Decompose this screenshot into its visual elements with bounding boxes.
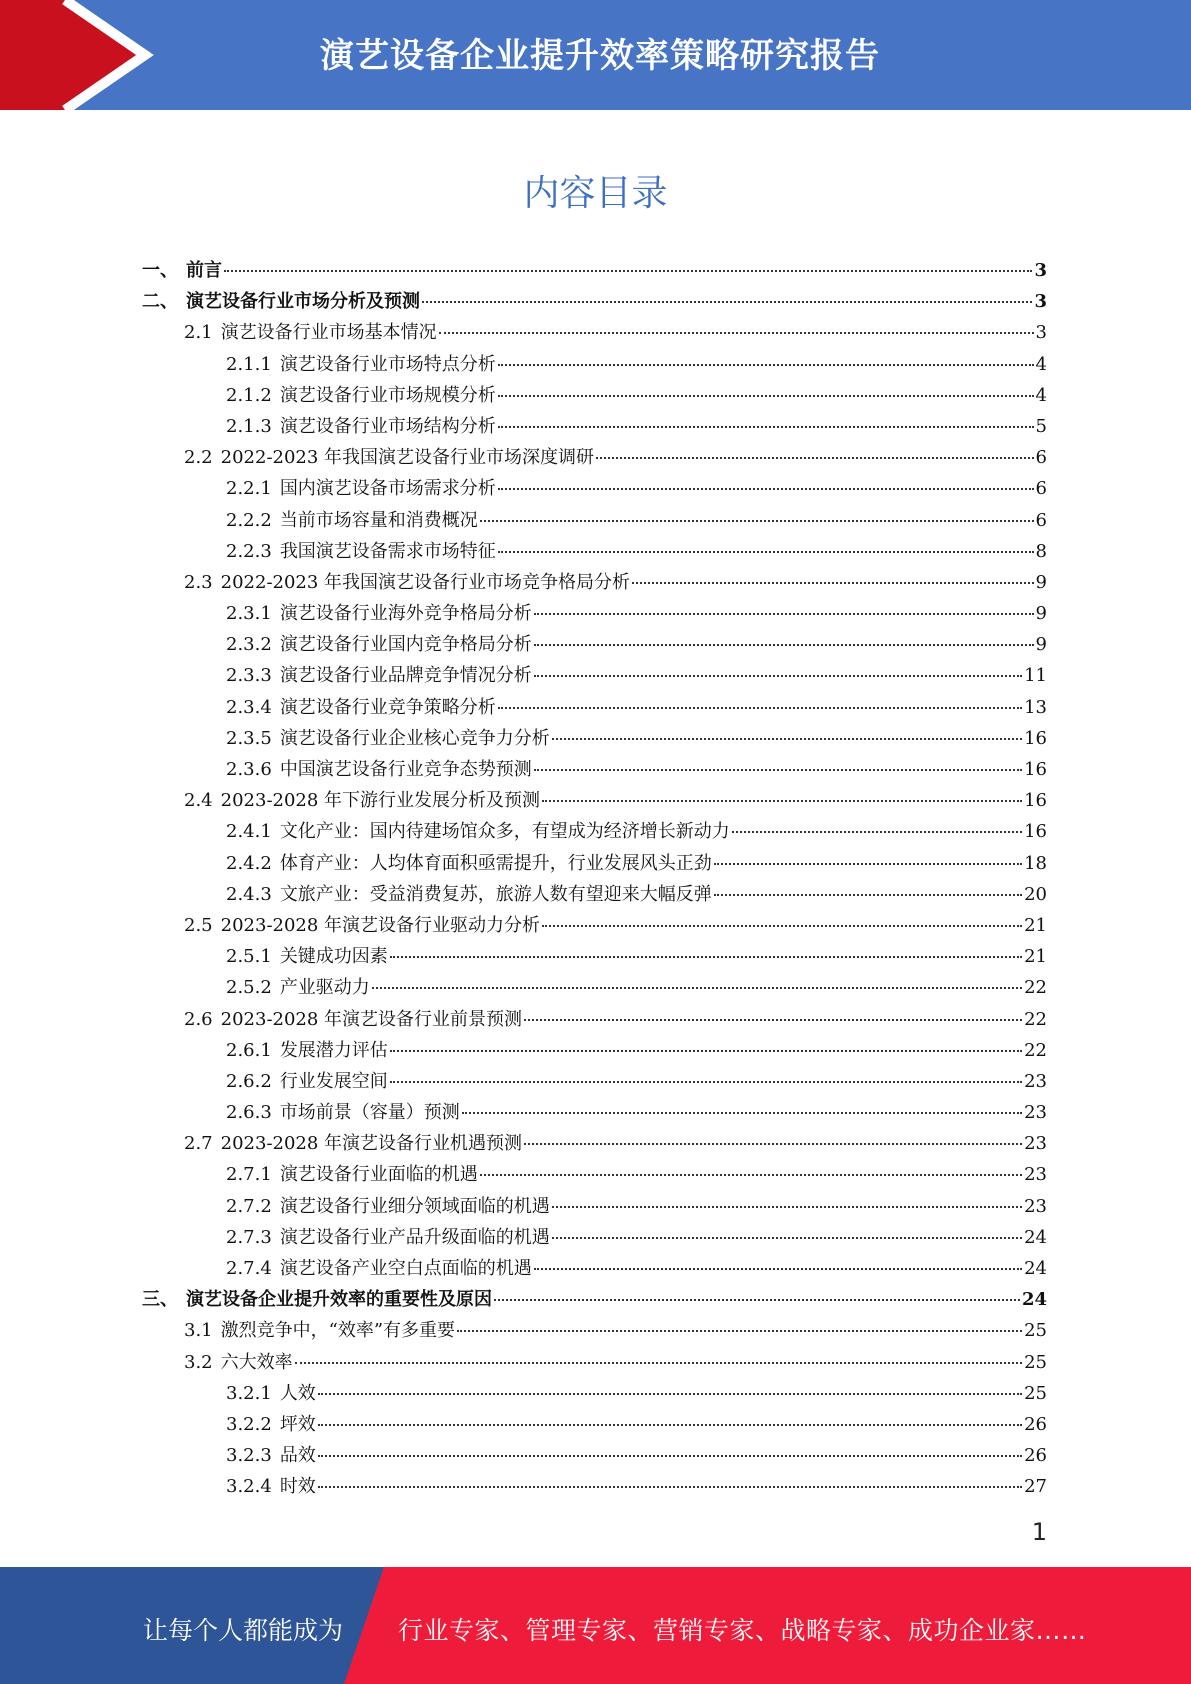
toc-entry-number: 2.3.6 [226,759,272,780]
toc-entry[interactable] [142,380,1047,411]
toc-leader-dots [552,720,1022,740]
toc-entry-page: 6 [1035,447,1047,469]
toc-entry-number: 3.2.3 [226,1445,272,1467]
toc-entry[interactable] [142,1440,1047,1471]
toc-entry-number: 2.4 [184,790,213,812]
toc-entry-page: 8 [1035,540,1047,562]
toc-entry-title: 激烈竞争中，“效率”有多重要 [220,1320,456,1342]
toc-entry-page: 26 [1024,1413,1047,1435]
toc-entry[interactable] [142,536,1047,567]
toc-entry[interactable] [142,816,1047,847]
toc-entry[interactable] [142,1253,1047,1284]
toc-leader-dots [542,907,1022,927]
toc-entry-page: 23 [1024,1164,1047,1186]
toc-entry-page: 9 [1035,603,1047,625]
toc-entry-title: 产业驱动力 [279,977,370,999]
toc-entry-number: 2.5 [184,914,213,936]
toc-entry[interactable] [142,910,1047,941]
toc-entry-number: 3.2.2 [226,1413,272,1435]
toc-entry-number: 2.2.2 [226,509,272,531]
toc-entry-title: 演艺设备行业市场结构分析 [279,415,496,437]
toc-entry-title: 演艺设备行业细分领域面临的机遇 [279,1195,550,1217]
toc-leader-dots [542,782,1022,802]
toc-entry[interactable] [142,442,1047,473]
toc-entry-title: 关键成功因素 [279,946,388,968]
toc-entry-title: 演艺设备行业面临的机遇 [279,1164,478,1186]
toc-entry-page: 20 [1024,883,1047,905]
toc-entry-number: 2.3.4 [226,696,272,718]
toc-entry-title: 2023-2028 年演艺设备行业机遇预测 [220,1133,523,1155]
toc-leader-dots [498,689,1022,709]
toc-entry-title: 文旅产业：受益消费复苏，旅游人数有望迎来大幅反弹 [279,883,712,905]
toc-entry-title: 演艺设备行业市场基本情况 [220,322,437,344]
toc-entry[interactable] [142,1222,1047,1253]
toc-entry[interactable] [142,1315,1047,1346]
toc-entry-page: 6 [1035,478,1047,500]
toc-leader-dots [498,470,1034,490]
toc-leader-dots [439,314,1034,334]
toc-entry-title: 演艺设备行业海外竞争格局分析 [279,603,532,625]
toc-entry-title: 中国演艺设备行业竞争态势预测 [279,759,532,780]
toc-entry-number: 2.7.1 [226,1164,272,1186]
toc-entry-page: 24 [1024,1226,1047,1248]
toc-entry[interactable] [142,598,1047,629]
toc-leader-dots [480,1156,1022,1176]
toc-leader-dots [422,283,1032,303]
toc-entry-number: 三、 [142,1289,178,1311]
toc-entry-page: 9 [1035,571,1047,593]
toc-entry[interactable] [142,879,1047,910]
toc-entry-page: 26 [1024,1445,1047,1467]
toc-entry-title: 2022-2023 年我国演艺设备行业市场深度调研 [220,447,595,469]
toc-entry-title: 市场前景（容量）预测 [279,1102,460,1124]
toc-entry[interactable] [142,255,1047,286]
toc-leader-dots [318,1375,1022,1395]
toc-entry-title: 演艺设备产业空白点面临的机遇 [279,1258,532,1279]
toc-entry[interactable] [142,1378,1047,1409]
toc-leader-dots [390,1063,1022,1083]
toc-entry-number: 2.5.2 [226,977,272,999]
toc-entry-title: 文化产业：国内待建场馆众多，有望成为经济增长新动力 [279,821,730,843]
toc-entry[interactable] [142,567,1047,598]
toc-entry-title: 演艺设备行业市场特点分析 [279,353,496,375]
toc-entry[interactable] [142,1004,1047,1035]
toc-entry-number: 2.3.1 [226,603,272,625]
toc-entry-page: 22 [1024,1008,1047,1030]
toc-entry-title: 坪效 [279,1413,316,1435]
toc-entry-title: 演艺设备行业产品升级面临的机遇 [279,1226,550,1248]
toc-entry-page: 11 [1024,665,1047,687]
table-of-contents [142,255,1047,1503]
toc-entry[interactable] [142,1191,1047,1222]
toc-leader-dots [732,813,1022,833]
toc-entry-page: 3 [1034,260,1047,281]
toc-entry-page: 22 [1024,977,1047,999]
toc-entry-page: 5 [1035,415,1047,437]
toc-entry-page: 16 [1024,790,1047,812]
toc-entry-page: 25 [1024,1382,1047,1404]
toc-entry-title: 六大效率 [220,1351,293,1373]
toc-entry-page: 9 [1035,634,1047,656]
toc-leader-dots [534,626,1034,646]
toc-entry-title: 2023-2028 年演艺设备行业前景预测 [220,1008,523,1030]
toc-entry[interactable] [142,723,1047,754]
toc-entry-page: 23 [1024,1195,1047,1217]
toc-entry-page: 25 [1024,1351,1047,1373]
toc-entry-page: 16 [1024,759,1047,780]
toc-entry[interactable] [142,1128,1047,1159]
toc-heading: 内容目录 [523,173,668,214]
report-title: 演艺设备企业提升效率策略研究报告 [320,36,880,76]
toc-leader-dots [462,1094,1022,1114]
footer-slogan-left: 让每个人都能成为 [143,1616,344,1645]
toc-entry[interactable] [142,1097,1047,1128]
toc-entry-page: 22 [1024,1039,1047,1061]
toc-leader-dots [295,1344,1022,1364]
toc-entry[interactable] [142,473,1047,504]
toc-entry-number: 2.7.3 [226,1226,272,1248]
toc-entry-number: 2.1 [184,322,213,344]
toc-entry-page: 24 [1024,1258,1047,1279]
toc-entry-page: 23 [1024,1070,1047,1092]
toc-leader-dots [534,657,1022,677]
toc-entry-page: 13 [1024,696,1047,718]
toc-entry[interactable] [142,941,1047,972]
toc-entry-page: 3 [1034,291,1047,313]
toc-entry[interactable] [142,1409,1047,1440]
toc-entry-title: 演艺设备行业市场分析及预测 [186,291,420,313]
toc-leader-dots [552,1188,1022,1208]
toc-leader-dots [498,533,1034,553]
toc-leader-dots [390,1032,1022,1052]
toc-entry[interactable] [142,1471,1047,1502]
toc-entry-number: 2.2 [184,447,213,469]
toc-leader-dots [714,845,1022,865]
toc-entry[interactable] [142,505,1047,536]
toc-entry-title: 演艺设备行业国内竞争格局分析 [279,634,532,656]
toc-leader-dots [524,1001,1022,1021]
toc-entry-number: 2.4.2 [226,852,272,874]
toc-entry-title: 时效 [279,1476,316,1498]
toc-entry-title: 演艺设备行业企业核心竞争力分析 [279,727,550,749]
toc-entry-title: 当前市场容量和消费概况 [279,509,478,531]
page-number: 1 [1031,1518,1047,1546]
toc-entry-page: 3 [1035,322,1047,344]
toc-entry-number: 2.1.2 [226,384,272,406]
toc-entry[interactable] [142,1159,1047,1190]
toc-entry-number: 2.6.1 [226,1039,272,1061]
toc-entry-number: 2.7 [184,1133,213,1155]
toc-entry-title: 我国演艺设备需求市场特征 [279,540,496,562]
toc-entry-page: 16 [1024,821,1047,843]
toc-entry-number: 2.6 [184,1008,213,1030]
toc-entry-title: 演艺设备行业竞争策略分析 [279,696,496,718]
toc-entry-number: 二、 [142,291,178,313]
toc-entry[interactable] [142,848,1047,879]
toc-entry[interactable] [142,286,1047,317]
toc-leader-dots [552,1219,1022,1239]
toc-entry-page: 21 [1024,946,1047,968]
toc-entry-number: 2.3 [184,571,213,593]
toc-entry[interactable] [142,972,1047,1003]
toc-entry-number: 3.2.4 [226,1476,272,1498]
toc-entry-number: 3.2 [184,1351,213,1373]
toc-entry-title: 体育产业：人均体育面积亟需提升，行业发展风头正劲 [279,852,712,874]
toc-entry[interactable] [142,349,1047,380]
toc-leader-dots [224,252,1032,272]
toc-leader-dots [480,502,1034,522]
toc-entry-page: 24 [1021,1289,1047,1311]
toc-entry[interactable] [142,629,1047,660]
toc-entry-page: 23 [1024,1133,1047,1155]
toc-leader-dots [498,346,1034,366]
toc-entry-title: 品效 [279,1445,316,1467]
toc-leader-dots [534,751,1022,771]
toc-entry-title: 国内演艺设备市场需求分析 [279,478,496,500]
toc-leader-dots [534,1250,1022,1270]
toc-leader-dots [714,876,1022,896]
toc-entry[interactable] [142,1284,1047,1315]
toc-entry[interactable] [142,1066,1047,1097]
toc-entry-number: 2.1.3 [226,415,272,437]
toc-entry-page: 25 [1024,1320,1047,1342]
toc-entry-number: 2.4.1 [226,821,272,843]
toc-entry-number: 2.3.3 [226,665,272,687]
toc-entry-page: 18 [1024,852,1047,874]
toc-entry-title: 2022-2023 年我国演艺设备行业市场竞争格局分析 [220,571,631,593]
toc-entry-number: 2.7.2 [226,1195,272,1217]
toc-entry-title: 演艺设备行业市场规模分析 [279,384,496,406]
footer-slogan-right: 行业专家、管理专家、营销专家、战略专家、成功企业家…… [398,1616,1087,1645]
toc-entry-title: 人效 [279,1382,316,1404]
toc-leader-dots [498,408,1034,428]
toc-leader-dots [372,969,1022,989]
toc-entry-number: 2.2.1 [226,478,272,500]
toc-leader-dots [390,938,1022,958]
toc-entry[interactable] [142,754,1047,785]
toc-entry-number: 2.5.1 [226,946,272,968]
toc-entry-page: 4 [1035,384,1047,406]
toc-entry-number: 2.7.4 [226,1258,272,1279]
toc-entry[interactable] [142,317,1047,348]
toc-entry-page: 6 [1035,509,1047,531]
toc-entry-title: 2023-2028 年演艺设备行业驱动力分析 [220,914,541,936]
toc-entry-page: 4 [1035,353,1047,375]
toc-entry-number: 3.1 [184,1320,213,1342]
toc-entry[interactable] [142,1347,1047,1378]
toc-entry-page: 16 [1024,727,1047,749]
toc-entry-page: 27 [1024,1476,1047,1498]
toc-entry-title: 2023-2028 年下游行业发展分析及预测 [220,790,541,812]
toc-leader-dots [318,1406,1022,1426]
toc-entry-page: 21 [1024,914,1047,936]
toc-entry-number: 2.6.3 [226,1102,272,1124]
toc-entry-number: 2.1.1 [226,353,272,375]
toc-entry-number: 2.3.5 [226,727,272,749]
toc-leader-dots [524,1125,1022,1145]
toc-entry-number: 2.4.3 [226,883,272,905]
toc-entry[interactable] [142,1035,1047,1066]
toc-leader-dots [632,564,1033,584]
toc-entry-page: 23 [1024,1102,1047,1124]
toc-leader-dots [498,377,1034,397]
toc-leader-dots [494,1281,1020,1301]
toc-entry[interactable] [142,785,1047,816]
page-footer [0,1567,1191,1684]
toc-leader-dots [318,1437,1022,1457]
toc-entry-title: 演艺设备行业品牌竞争情况分析 [279,665,532,687]
toc-leader-dots [596,439,1033,459]
page-header [0,0,1191,110]
toc-entry[interactable] [142,660,1047,691]
toc-entry-title: 演艺设备企业提升效率的重要性及原因 [186,1289,492,1311]
toc-entry-number: 2.2.3 [226,540,272,562]
toc-entry-title: 前言 [186,260,222,281]
toc-entry[interactable] [142,411,1047,442]
toc-entry-number: 3.2.1 [226,1382,272,1404]
toc-entry-number: 2.3.2 [226,634,272,656]
toc-entry-title: 发展潜力评估 [279,1039,388,1061]
toc-entry-number: 2.6.2 [226,1070,272,1092]
toc-entry-title: 行业发展空间 [279,1070,388,1092]
toc-entry-number: 一、 [142,260,178,281]
toc-leader-dots [318,1468,1022,1488]
toc-leader-dots [534,595,1034,615]
toc-entry[interactable] [142,692,1047,723]
toc-leader-dots [457,1312,1022,1332]
